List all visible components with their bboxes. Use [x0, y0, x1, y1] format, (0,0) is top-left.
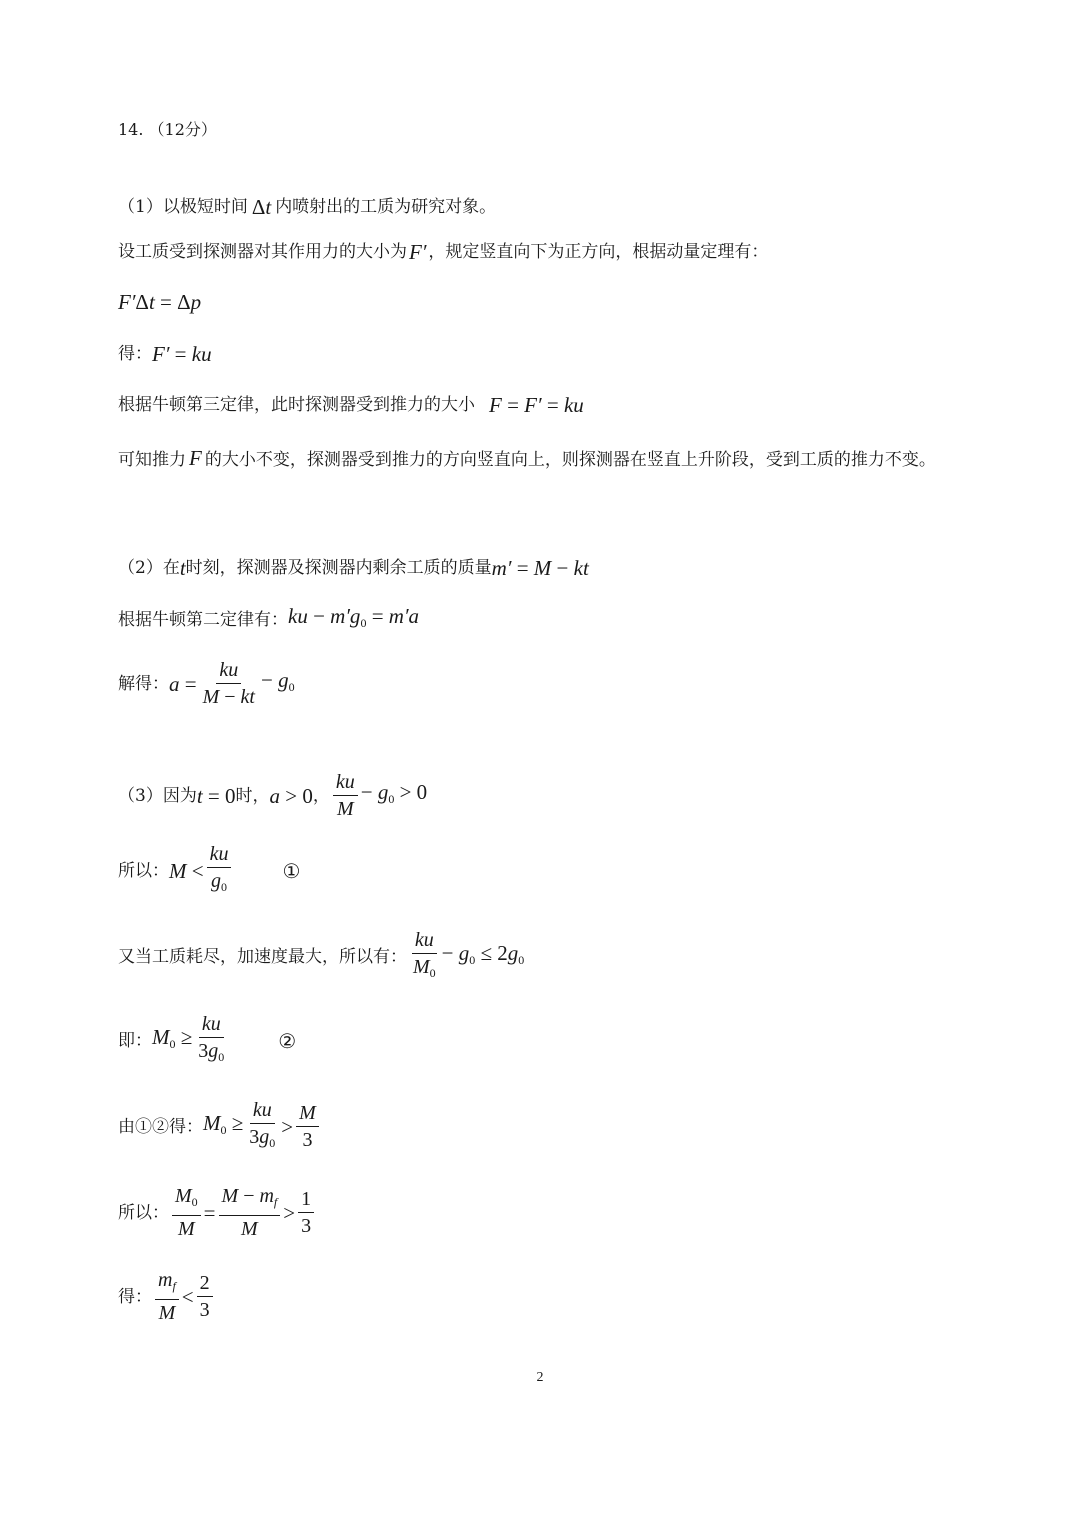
part3-max-accel: 又当工质耗尽，加速度最大，所以有： $\frac{ku}{M_0}$ − $g_0 \le 2g_0$	[118, 929, 525, 980]
part3-condition2: 即： $M_0$ ≥ $\frac{ku}{3g_0}$ ②	[118, 1013, 297, 1064]
page-number: 2	[536, 1370, 544, 1385]
part2-solve: 解得： a = $\frac{ku}{M - kt}$ − $g_0$	[118, 659, 295, 708]
part1-intro: （1）以极短时间 Δt 内喷射出的工质为研究对象。	[118, 195, 497, 219]
part2-newton2: 根据牛顿第二定律有： ku − $m'g_0 = m'a$	[118, 604, 420, 630]
part3-final: 得： $\frac{m_f}{M}$ < $\frac{2}{3}$	[118, 1268, 216, 1325]
question-header: 14. （12分）	[118, 120, 217, 139]
circled-one-marker: ①	[282, 858, 301, 883]
part3-combine: 由①②得： $M_0$ ≥ $\frac{ku}{3g_0}$ > $\frac{M}{3}$	[118, 1098, 322, 1155]
part2-intro: （2）在 t 时刻，探测器及探测器内剩余工质的质量 m′ = M − kt	[118, 556, 589, 580]
circled-two-marker: ②	[278, 1028, 297, 1053]
part1-conclusion: 可知推力 F 的大小不变，探测器受到推力的方向竖直向上，则探测器在竖直上升阶段，受到工质的推力不变。	[118, 446, 936, 470]
equation-momentum: F′Δt = Δp	[118, 290, 202, 314]
part1-newton3: 根据牛顿第三定律，此时探测器受到推力的大小 F = F′ = ku	[118, 393, 584, 417]
part3-condition1: 所以： M < $\frac{ku}{g_0}$ ①	[118, 843, 301, 894]
part1-setup: 设工质受到探测器对其作用力的大小为 F′ ，规定竖直向下为正方向，根据动量定理有：	[118, 240, 769, 264]
part3-ratio: 所以： $\frac{M_0}{M}$ = $\frac{M - m_f}{M}$ > $\frac{1}{3}$	[118, 1184, 317, 1241]
part1-result: 得： F′ = ku	[118, 342, 212, 366]
part3-intro: （3）因为 t = 0 时， a > 0 ， $\frac{ku}{M}$ − $g_0 > 0$	[118, 771, 428, 820]
